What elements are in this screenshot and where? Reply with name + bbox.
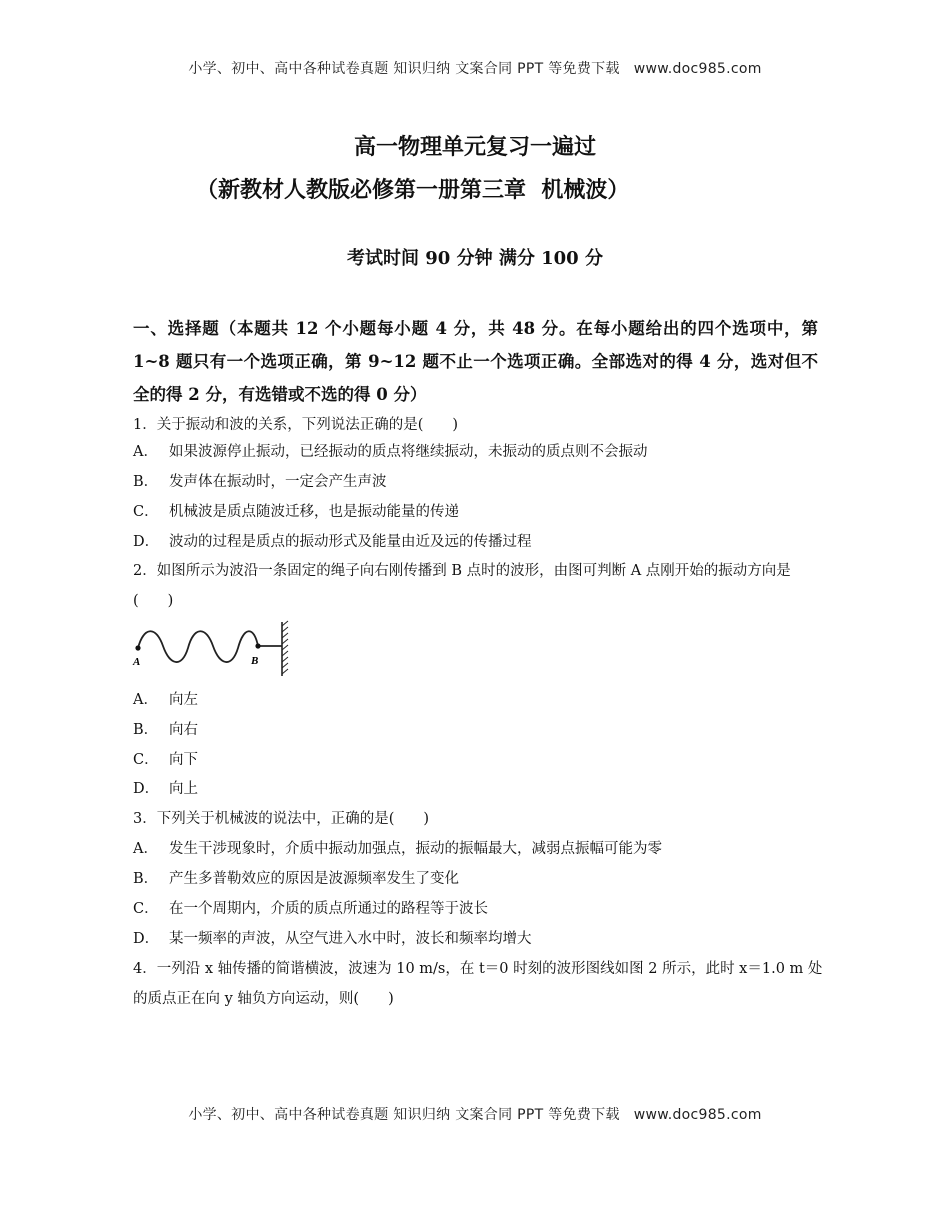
question-1-option-d [133, 531, 823, 553]
point-a-label: A [133, 656, 141, 668]
option-label: B． [133, 474, 159, 490]
question-2-option-d [133, 778, 823, 800]
option-label: A． [133, 692, 158, 708]
question-4-text: 4．一列沿 x 轴传播的简谐横波，波速为 10 m/s，在 t＝0 时刻的波形图线如图 2 所示，此时 x＝1.0 m 处的质点正在向 y 轴负方向运动，则( ) [133, 961, 823, 1007]
option-text: 向右 [169, 722, 198, 738]
question-2-option-c [133, 749, 823, 771]
question-3-text: 3．下列关于机械波的说法中，正确的是( ) [133, 811, 430, 827]
option-text: 波动的过程是质点的振动形式及能量由近及远的传播过程 [169, 534, 532, 550]
question-2-option-b [133, 719, 823, 741]
option-label: C． [133, 504, 159, 520]
option-label: C． [133, 752, 159, 768]
question-3-option-d [133, 928, 823, 950]
wall-hatch [282, 621, 288, 674]
option-text: 产生多普勒效应的原因是波源频率发生了变化 [169, 871, 459, 887]
option-label: D． [133, 534, 160, 550]
exam-info: 考试时间 90 分钟 满分 100 分 [347, 248, 603, 269]
question-1-option-b [133, 471, 823, 493]
section-heading: 一、选择题（本题共 12 个小题每小题 4 分，共 48 分。在每小题给出的四个选项中，第 1~8 题只有一个选项正确，第 9~12 题不止一个选项正确。全部选对的得 4 分，选对但不全的得 2 分，有选错或不选的得 0 分） [133, 319, 818, 404]
option-text: 发生干涉现象时，介质中振动加强点，振动的振幅最大，减弱点振幅可能为零 [169, 841, 662, 857]
option-text: 某一频率的声波，从空气进入水中时，波长和频率均增大 [169, 931, 532, 947]
option-label: C． [133, 901, 159, 917]
wave-curve [138, 631, 258, 662]
question-2-option-a [133, 689, 823, 711]
option-label: B． [133, 871, 159, 887]
wave-figure [130, 618, 295, 680]
question-1-option-a [133, 441, 823, 463]
point-a-dot [135, 645, 140, 650]
question-1-text: 1．关于振动和波的关系，下列说法正确的是( ) [133, 417, 459, 433]
option-text: 向下 [169, 752, 198, 768]
option-label: B． [133, 722, 159, 738]
header-text: 小学、初中、高中各种试卷真题 知识归纳 文案合同 PPT 等免费下载 [188, 61, 620, 77]
doc-subtitle: （新教材人教版必修第一册第三章 机械波） [196, 177, 630, 203]
option-text: 在一个周期内，介质的质点所通过的路程等于波长 [169, 901, 488, 917]
option-label: D． [133, 931, 160, 947]
doc-title: 高一物理单元复习一遍过 [353, 134, 596, 160]
header-url[interactable]: www.doc985.com [633, 61, 762, 77]
page-footer [0, 1104, 950, 1124]
option-text: 向上 [169, 781, 198, 797]
option-label: D． [133, 781, 160, 797]
question-2-text: 2．如图所示为波沿一条固定的绳子向右刚传播到 B 点时的波形，由图可判断 A 点刚开始的振动方向是( ) [133, 563, 791, 609]
footer-url[interactable]: www.doc985.com [633, 1107, 762, 1123]
point-b-label: B [251, 655, 259, 667]
point-b-dot [255, 643, 260, 648]
option-text: 向左 [169, 692, 198, 708]
question-1-option-c [133, 501, 823, 523]
question-3-option-a [133, 838, 823, 860]
page-header [0, 58, 950, 78]
option-text: 发声体在振动时，一定会产生声波 [169, 474, 387, 490]
question-3-option-b [133, 868, 823, 890]
option-label: A． [133, 444, 158, 460]
option-text: 机械波是质点随波迁移，也是振动能量的传递 [169, 504, 459, 520]
option-label: A． [133, 841, 158, 857]
question-3-option-c [133, 898, 823, 920]
footer-text: 小学、初中、高中各种试卷真题 知识归纳 文案合同 PPT 等免费下载 [188, 1107, 620, 1123]
option-text: 如果波源停止振动，已经振动的质点将继续振动，未振动的质点则不会振动 [169, 444, 648, 460]
